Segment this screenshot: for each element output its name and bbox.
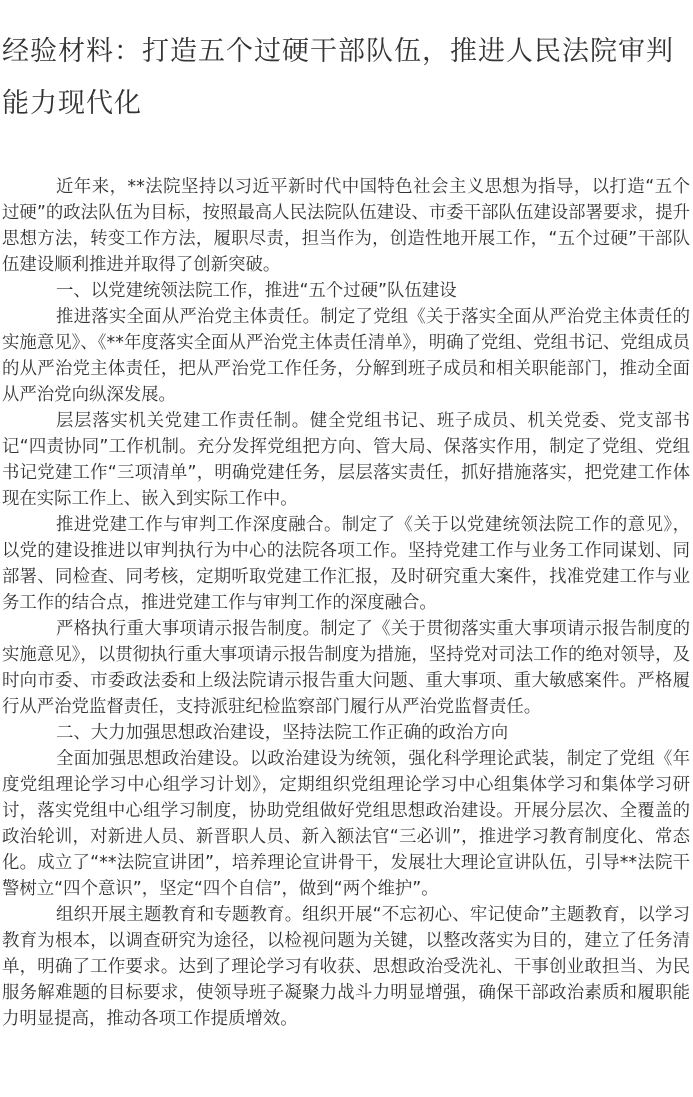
paragraph: 组织开展主题教育和专题教育。组织开展“不忘初心、牢记使命”主题教育，以学习教育为根本，以调查研究为途径，以检视问题为关键，以整改落实为目的，建立了任务清单，明确了工作要求。达到了理论学习有收获、思想政治受洗礼、干事创业敢担当、为民服务解难题的目标要求，使领导班子凝聚力战斗力明显增强，确保干部政治素质和履职能力明显提高，推动各项工作提质增效。 bbox=[2, 905, 690, 1029]
paragraph: 严格执行重大事项请示报告制度。制定了《关于贯彻落实重大事项请示报告制度的实施意见》，以贯彻执行重大事项请示报告制度为措施，坚持党对司法工作的绝对领导，及时向市委、市委政法委和上级法院请示报告重大问题、重大事项、重大敏感案件。严格履行从严治党监督责任，支持派驻纪检监察部门履行从严治党监督责任。 bbox=[2, 619, 690, 717]
paragraph-intro: 近年来，**法院坚持以习近平新时代中国特色社会主义思想为指导，以打造“五个过硬”的政法队伍为目标，按照最高人民法院队伍建设、市委干部队伍建设部署要求，提升思想方法，转变工作方法，履职尽责，担当作为，创造性地开展工作，“五个过硬”干部队伍建设顺利推进并取得了创新突破。 bbox=[2, 177, 690, 275]
article-body bbox=[0, 174, 690, 1032]
paragraph: 层层落实机关党建工作责任制。健全党组书记、班子成员、机关党委、党支部书记“四责协同”工作机制。充分发挥党组把方向、管大局、保落实作用，制定了党组、党组书记党建工作“三项清单”，明确党建任务，层层落实责任，抓好措施落实，把党建工作体现在实际工作上、嵌入到实际工作中。 bbox=[2, 411, 690, 509]
paragraph: 全面加强思想政治建设。以政治建设为统领，强化科学理论武装，制定了党组《年度党组理论学习中心组学习计划》，定期组织党组理论学习中心组集体学习和集体学习研讨，落实党组中心组学习制度，协助党组做好党组思想政治建设。开展分层次、全覆盖的政治轮训，对新进人员、新晋职人员、新入额法官“三必训”，推进学习教育制度化、常态化。成立了“**法院宣讲团”，培养理论宣讲骨干，发展壮大理论宣讲队伍，引导**法院干警树立“四个意识”，坚定“四个自信”，做到“两个维护”。 bbox=[2, 749, 690, 899]
section-heading-2: 二、大力加强思想政治建设，坚持法院工作正确的政治方向 bbox=[56, 723, 509, 743]
section-heading-1: 一、以党建统领法院工作，推进“五个过硬”队伍建设 bbox=[56, 281, 457, 301]
article-title: 经验材料：打造五个过硬干部队伍，推进人民法院审判能力现代化 bbox=[2, 36, 674, 119]
paragraph: 推进落实全面从严治党主体责任。制定了党组《关于落实全面从严治党主体责任的实施意见》、《**年度落实全面从严治党主体责任清单》，明确了党组、党组书记、党组成员的从严治党主体责任，把从严治党工作任务，分解到班子成员和相关职能部门，推动全面从严治党向纵深发展。 bbox=[2, 307, 690, 405]
paragraph: 推进党建工作与审判工作深度融合。制定了《关于以党建统领法院工作的意见》，以党的建设推进以审判执行为中心的法院各项工作。坚持党建工作与业务工作同谋划、同部署、同检查、同考核，定期听取党建工作汇报，及时研究重大案件，找准党建工作与业务工作的结合点，推进党建工作与审判工作的深度融合。 bbox=[2, 515, 690, 613]
